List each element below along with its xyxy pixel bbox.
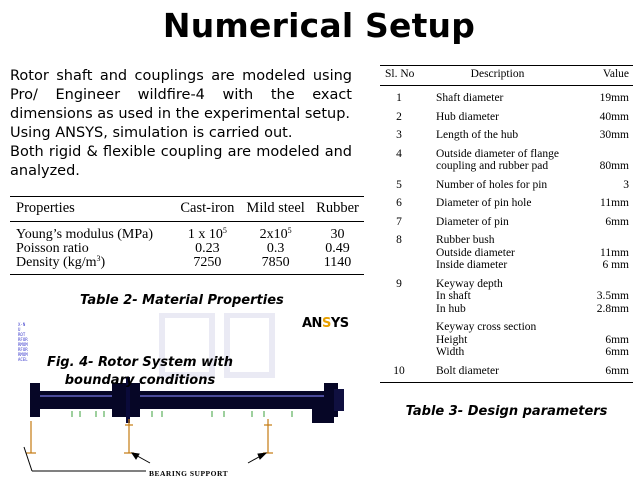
- ansys-logo: ANSYS: [302, 316, 349, 331]
- shaft-highlight: [34, 395, 334, 397]
- description-line: In hub: [436, 302, 466, 315]
- value-line: 6mm: [605, 346, 629, 358]
- description-line: Diameter of pin hole: [436, 197, 532, 209]
- table-row: [380, 191, 633, 210]
- value-line: 2.8mm: [596, 302, 629, 315]
- description-line: Height: [436, 333, 468, 346]
- value-cell: [577, 105, 633, 124]
- plot-legend: X-N U ROT RFOR RMOM RFOR RMOM ACEL: [18, 322, 28, 362]
- description-line: Width: [436, 346, 465, 358]
- table-row: [380, 315, 633, 359]
- value-cell: [577, 228, 633, 272]
- description-line: Diameter of pin: [436, 215, 509, 228]
- value-line: 40mm: [599, 110, 629, 123]
- table-row: [10, 242, 364, 256]
- page-title: Numerical Setup: [162, 6, 476, 45]
- design-table-caption: Table 3- Design parameters: [405, 404, 608, 419]
- intro-paragraph: Using ANSYS, simulation is carried out.: [10, 125, 293, 141]
- table-header-row: [10, 197, 364, 222]
- description-line: Hub diameter: [436, 110, 499, 123]
- value-line: [579, 148, 629, 161]
- value-cell: [577, 86, 633, 105]
- value-cell: 0.49: [325, 241, 350, 256]
- value-line: [579, 234, 629, 247]
- description-line: Outside diameter: [436, 246, 515, 259]
- value-cell: 1 x $10^5$: [187, 226, 227, 242]
- value-line: 3: [623, 178, 629, 191]
- row-number: 1: [396, 92, 402, 104]
- constraint-markers: [72, 411, 292, 417]
- value-cell: [577, 191, 633, 210]
- column-header: Description: [418, 66, 577, 86]
- row-number: 5: [396, 178, 402, 191]
- value-cell: [577, 123, 633, 142]
- column-header: Properties: [10, 197, 175, 222]
- value-cell: 30: [330, 227, 345, 242]
- value-line: 3.5mm: [596, 290, 629, 302]
- bearing-support-label: BEARING SUPPORT: [149, 469, 229, 478]
- material-table-caption: Table 2- Material Properties: [80, 293, 284, 308]
- column-header: Rubber: [311, 197, 364, 222]
- value-cell: 1140: [311, 256, 364, 275]
- value-cell: [577, 210, 633, 229]
- rotor-drawing: [12, 313, 368, 475]
- table-row: [380, 86, 633, 105]
- intro-text: [10, 67, 352, 181]
- table-row: [380, 272, 633, 316]
- table-row: [380, 210, 633, 229]
- description-line: Keyway cross section: [436, 321, 537, 333]
- design-parameters-table: [380, 65, 633, 383]
- table-row: [380, 228, 633, 272]
- description-line: coupling and rubber pad: [436, 160, 549, 172]
- row-number: 9: [396, 277, 402, 290]
- description-line: In shaft: [436, 290, 471, 302]
- row-number: 2: [396, 110, 402, 123]
- table-row: [380, 142, 633, 173]
- table-row: [380, 173, 633, 192]
- value-line: 19mm: [599, 92, 629, 104]
- intro-paragraph: Both rigid & flexible coupling are modeled and analyzed.: [10, 144, 352, 179]
- value-cell: [577, 142, 633, 173]
- table-row: [10, 222, 364, 243]
- table-row: [10, 256, 364, 275]
- row-number: 8: [396, 234, 402, 246]
- description-cell: [418, 272, 577, 316]
- description-line: Inside diameter: [436, 259, 508, 271]
- row-number: [380, 315, 418, 359]
- description-cell: [418, 142, 577, 173]
- value-cell: 0.3: [266, 241, 285, 256]
- row-number: 10: [380, 359, 418, 383]
- rotor-shaft: [34, 391, 334, 409]
- rotor-system-figure: [12, 313, 368, 478]
- column-header: Mild steel: [240, 197, 311, 222]
- column-header: Cast-iron: [175, 197, 241, 222]
- value-cell: 7850: [240, 256, 311, 275]
- description-line: Shaft diameter: [436, 92, 504, 104]
- description-cell: [418, 210, 577, 229]
- description-line: Length of the hub: [436, 129, 519, 141]
- description-cell: [418, 228, 577, 272]
- description-cell: [418, 86, 577, 105]
- value-line: 11mm: [600, 197, 629, 209]
- value-line: [579, 278, 629, 291]
- description-line: Number of holes for pin: [436, 178, 548, 191]
- material-properties-table: [10, 196, 364, 275]
- value-line: 6mm: [605, 215, 629, 228]
- description-cell: [418, 191, 577, 210]
- value-cell: 7250: [175, 256, 241, 275]
- row-number: 7: [396, 215, 402, 228]
- description-line: Rubber bush: [436, 234, 495, 246]
- description-cell: [418, 359, 577, 383]
- value-line: 6mm: [605, 333, 629, 346]
- description-line: Keyway depth: [436, 277, 503, 290]
- intro-paragraph: Rotor shaft and couplings are modeled using Pro/ Engineer wildfire-4 with the exact dimensions as used in the experimental setup.: [10, 68, 352, 122]
- description-cell: [418, 315, 577, 359]
- value-cell: [577, 315, 633, 359]
- value-line: 80mm: [599, 160, 629, 172]
- table-header-row: [380, 66, 633, 86]
- value-line: 6mm: [605, 364, 629, 377]
- table-row: [380, 123, 633, 142]
- description-cell: [418, 105, 577, 124]
- value-line: 6 mm: [602, 259, 629, 271]
- design-table-body: [380, 86, 633, 383]
- description-cell: [418, 173, 577, 192]
- table-row: [380, 105, 633, 124]
- value-cell: [577, 359, 633, 383]
- description-line: Bolt diameter: [436, 364, 499, 377]
- property-cell: Young’s modulus (MPa): [16, 227, 154, 242]
- description-cell: [418, 123, 577, 142]
- row-number: 3: [396, 129, 402, 141]
- value-cell: [577, 272, 633, 316]
- value-line: 30mm: [599, 129, 629, 141]
- column-header: Value: [577, 66, 633, 86]
- value-line: 11mm: [600, 246, 629, 259]
- bearing-supports: [26, 419, 273, 453]
- property-cell: Poisson ratio: [16, 241, 89, 256]
- row-number: 4: [396, 147, 402, 160]
- end-cap: [334, 389, 344, 411]
- description-line: Outside diameter of flange: [436, 147, 559, 160]
- property-cell: Density $(kg/m^3)$: [10, 256, 175, 275]
- row-number: 6: [396, 197, 402, 209]
- value-cell: [577, 173, 633, 192]
- support-arrows: [24, 447, 266, 471]
- value-line: [579, 321, 629, 334]
- table-row: [380, 359, 633, 383]
- value-cell: $2x10^5$: [259, 226, 292, 242]
- column-header: Sl. No: [380, 66, 418, 86]
- figure-caption: Fig. 4- Rotor System with boundary conditions: [46, 355, 234, 388]
- value-cell: 0.23: [195, 241, 220, 256]
